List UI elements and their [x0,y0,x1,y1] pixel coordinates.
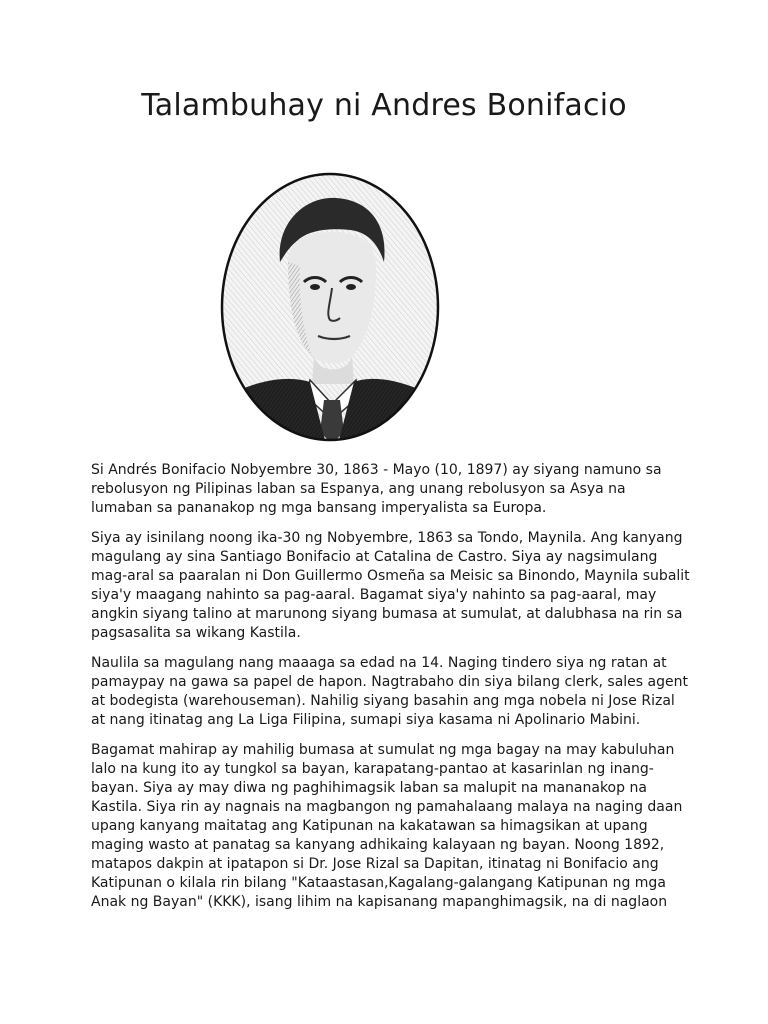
paragraph: Naulila sa magulang nang maaaga sa edad na 14. Naging tindero siya ng ratan at pamaypay na gawa sa papel de hapon. Nagtrabaho din siya bilang clerk, sales agent at bodegista (warehouseman). Nahilig siyang basahin ang mga nobela ni Jose Rizal at nang itinatag ang La Liga Filipina, sumapi siya kasama ni Apolinario Mabini. [91,655,688,728]
paragraph: Siya ay isinilang noong ika-30 ng Nobyembre, 1863 sa Tondo, Maynila. Ang kanyang magulang ay sina Santiago Bonifacio at Catalina de Castro. Siya ay nagsimulang mag-aral sa paaralan ni Don Guillermo Osmeña sa Meisic sa Binondo, Maynila subalit siya'y maagang nahinto sa pag-aaral. Bagamat siya'y nahinto sa pag-aaral, may angkin siyang talino at marunong siyang bumasa at sumulat, at dalubhasa na rin sa pagsasalita sa wikang Kastila. [91,530,690,641]
body-text [91,461,691,923]
paragraph: Bagamat mahirap ay mahilig bumasa at sumulat ng mga bagay na may kabuluhan lalo na kung ito ay tungkol sa bayan, karapatang-pantao at kasarinlan ng inang-bayan. Siya ay may diwa ng paghihimagsik laban sa malupit na mananakop na Kastila. Siya rin ay nagnais na magbangon ng pamahalaang malaya na naging daan upang kanyang maitatag ang Katipunan na kakatawan sa himagsikan at upang maging wasto at panatag sa kanyang adhikaing kalayaan ng bayan. Noong 1892, matapos dakpin at ipatapon si Dr. Jose Rizal sa Dapitan, itinatag ni Bonifacio ang Katipunan o kilala rin bilang "Kataastasan,Kagalang-galangang Katipunan ng mga Anak ng Bayan" (KKK), isang lihim na kapisanang mapanghimagsik, na di naglaon [91,742,683,910]
portrait-engraving [218,170,442,444]
portrait-image [218,170,442,444]
page-title: Talambuhay ni Andres Bonifacio [141,88,627,123]
paragraph: Si Andrés Bonifacio Nobyembre 30, 1863 - Mayo (10, 1897) ay siyang namuno sa rebolusyon ng Pilipinas laban sa Espanya, ang unang rebolusyon sa Asya na lumaban sa pananakop ng mga bansang imperyalista sa Europa. [91,462,662,516]
